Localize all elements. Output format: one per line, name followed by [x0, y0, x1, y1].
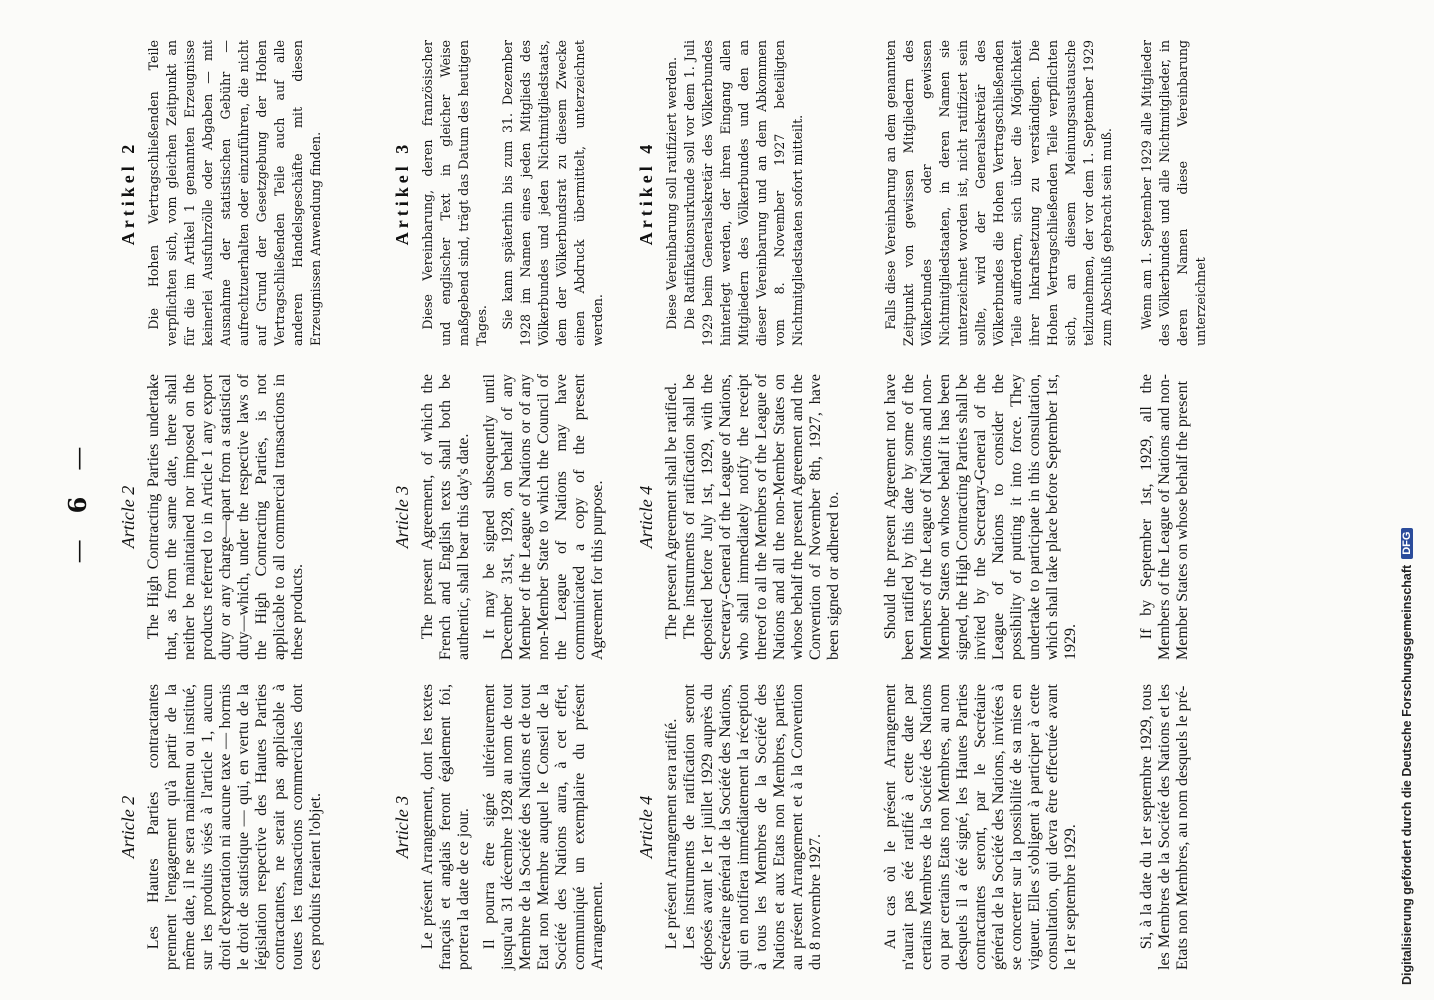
- article-heading: Article 3: [392, 795, 412, 859]
- paragraph: Si, à la date du 1er septembre 1929, tous les Membres de la Société des Nations et les Etats non Membres, au nom desquels le pré-: [1138, 684, 1191, 970]
- article-3-band: [392, 40, 617, 970]
- article-heading: Article 4: [636, 795, 656, 859]
- dfg-logo: DFG: [1401, 528, 1413, 559]
- english-column: [118, 360, 368, 670]
- english-column: [1138, 360, 1418, 670]
- english-column: [636, 360, 861, 670]
- digitization-credit: [1396, 5, 1418, 985]
- rotated-page-content: [40, 40, 1420, 970]
- german-column: [882, 40, 1114, 360]
- german-column: [392, 40, 617, 360]
- paragraph: Au cas où le présent Arrangement n'aurait pas été ratifié à cette date par certains Membres de la Société des Nations ou par certains Etats non Membres, au nom desquels il a été signé, les Hautes Parties contractantes seront, par le Secrétaire général de la Société des Nations, invitées à se concerter sur la possibilité de sa mise en vigueur. Elles s'obligent à participer à cette consultation, qui devra être effectuée avant le 1er septembre 1929.: [882, 684, 1079, 970]
- article-heading: Article 2: [118, 485, 138, 549]
- paragraph: Le présent Arrangement, dont les textes français et anglais feront également foi, portera la date de ce jour.: [419, 684, 472, 970]
- paragraph: If by September 1st, 1929, all the Members of the League of Nations and non-Member States on whose behalf the present: [1138, 374, 1191, 660]
- paragraph: Die Hohen Vertragschließenden Teile verpflichten sich, vom gleichen Zeitpunkt an für die im Artikel 1 genannten Erzeugnisse keinerlei Ausfuhrzölle oder Abgaben — mit Ausnahme der statistischen Gebühr — aufrechtzuerhalten oder einzuführen, die nicht auf Grund der Gesetzgebung der Hohen Vertragschließenden Teile auch auf alle anderen Handelsgeschäfte mit diesen Erzeugnissen Anwendung finden.: [146, 40, 323, 346]
- page-number: 6: [63, 496, 92, 514]
- final-paragraph-band: [1138, 40, 1418, 970]
- paragraph: Diese Vereinbarung, deren französischer und englischer Text in gleicher Weise maßgebend sind, trägt das Datum des heutigen Tages.: [420, 40, 489, 346]
- header-dash-left: —: [63, 539, 92, 564]
- paragraph: It may be signed subsequently until December 31st, 1928, on behalf of any Member of the League of Nations or of any non-Member State to which the Council of the League of Nations may have communicated a copy of the present Agreement for this purpose.: [481, 374, 606, 660]
- digitization-credit-text: Digitalisierung gefördert durch die Deutsche Forschungsgemeinschaft: [1400, 564, 1414, 985]
- english-column: [882, 360, 1114, 670]
- article-heading: Artikel 2: [118, 140, 138, 246]
- paragraph: The instruments of ratification shall be deposited before July 1st, 1929, with the Secretary-General of the League of Nations, who shall immediately notify the receipt thereof to all the Members of the League of Nations and all the non-Member States on whose behalf the present Agreement and the Convention of November 8th, 1927, have been signed or adhered to.: [681, 374, 842, 660]
- paragraph: Sie kann späterhin bis zum 31. Dezember 1928 im Namen eines jeden Mitglieds des Völkerbundes und jeden Nichtmitgliedstaats, dem der Völkerbundsrat zu diesem Zwecke einen Abdruck übermittelt, unterzeichnet werden.: [500, 40, 605, 346]
- paragraph: Falls diese Vereinbarung an dem genannten Zeitpunkt von gewissen Mitgliedern des Völkerbundes oder gewissen Nichtmitgliedstaaten, in deren Namen sie unterzeichnet worden ist, nicht ratifiziert sein sollte, wird der Generalsekretär des Völkerbundes die Hohen Vertragschließenden Teile auffordern, sich über die Möglichkeit ihrer Inkraftsetzung zu verständigen. Die Hohen Vertragschließenden Teile verpflichten sich, an diesem Meinungsaustausche teilzunehmen, der vor dem 1. September 1929 zum Abschluß gebracht sein muß.: [883, 40, 1114, 346]
- paragraph: Die Ratifikationsurkunde soll vor dem 1. Juli 1929 beim Generalsekretär des Völkerbundes hinterlegt werden, der ihren Eingang allen Mitgliedern des Völkerbundes und den an dieser Vereinbarung und an dem Abkommen vom 8. November 1927 beteiligten Nichtmitgliedstaaten sofort mitteilt.: [682, 40, 805, 346]
- paragraph: Les instruments de ratification seront déposés avant le 1er juillet 1929 auprès du Secrétaire général de la Société des Nations, qui en notifiera immédiatement la réception à tous les Membres de la Société des Nations et aux Etats non Membres, parties au présent Arrangement et à la Convention du 8 novembre 1927.: [681, 684, 824, 970]
- article-2-band: [118, 40, 368, 970]
- article-heading: Article 3: [392, 485, 412, 549]
- page-header: [40, 40, 115, 970]
- article-heading: Artikel 3: [392, 140, 412, 246]
- paragraph: Les Hautes Parties contractantes prennent l'engagement qu'à partir de la même date, il ne sera maintenu ou institué, sur les produits visés à l'article 1, aucun droit d'exportation ni aucune taxe — hormis le droit de statistique — qui, en vertu de la législation respective des Hautes Parties contractantes, ne serait pas applicable à toutes les transactions commerciales dont ces produits feraient l'objet.: [145, 684, 324, 970]
- french-column: [882, 670, 1114, 970]
- french-column: [636, 670, 861, 970]
- paragraph: Should the present Agreement not have been ratified by this date by some of the Members of the League of Nations and non-Member States on whose behalf it has been signed, the High Contracting Parties shall be invited by the Secretary-General of the League of Nations to consider the possibility of putting it into force. They undertake to participate in this consultation, which shall take place before September 1st, 1929.: [882, 374, 1079, 660]
- paragraph: Il pourra être signé ultérieurement jusqu'au 31 décembre 1928 au nom de tout Membre de la Société des Nations et de tout Etat non Membre auquel le Conseil de la Société des Nations aura, à cet effet, communiqué un exemplaire du présent Arrangement.: [481, 684, 606, 970]
- paragraph: Wenn am 1. September 1929 alle Mitglieder des Völkerbundes und alle Nichtmitglieder, in deren Namen diese Vereinbarung unterzeichnet: [1139, 40, 1208, 346]
- french-column: [1138, 670, 1418, 970]
- article-heading: Artikel 4: [636, 140, 656, 246]
- article-heading: Article 2: [118, 795, 138, 859]
- german-column: [1138, 40, 1418, 360]
- english-column: [392, 360, 617, 670]
- paragraph: Diese Vereinbarung soll ratifiziert werden.: [664, 57, 679, 330]
- header-dash-right: —: [63, 446, 92, 471]
- french-column: [118, 670, 368, 970]
- paragraph: The present Agreement, of which the French and English texts shall both be authentic, shall bear this day's date.: [419, 374, 472, 660]
- article-4-band: [636, 40, 861, 970]
- german-column: [636, 40, 861, 360]
- german-column: [118, 40, 368, 360]
- article-4-continuation-band: [882, 40, 1114, 970]
- article-heading: Article 4: [636, 485, 656, 549]
- paragraph: The High Contracting Parties undertake that, as from the same date, there shall neither be maintained nor imposed on the products referred to in Article 1 any export duty or any charge—apart from a statistical duty—which, under the respective laws of the High Contracting Parties, is not applicable to all commercial transactions in these products.: [145, 374, 306, 660]
- paragraph: The present Agreement shall be ratified.: [663, 382, 680, 640]
- french-column: [392, 670, 617, 970]
- paragraph: Le présent Arrangement sera ratifié.: [663, 718, 680, 950]
